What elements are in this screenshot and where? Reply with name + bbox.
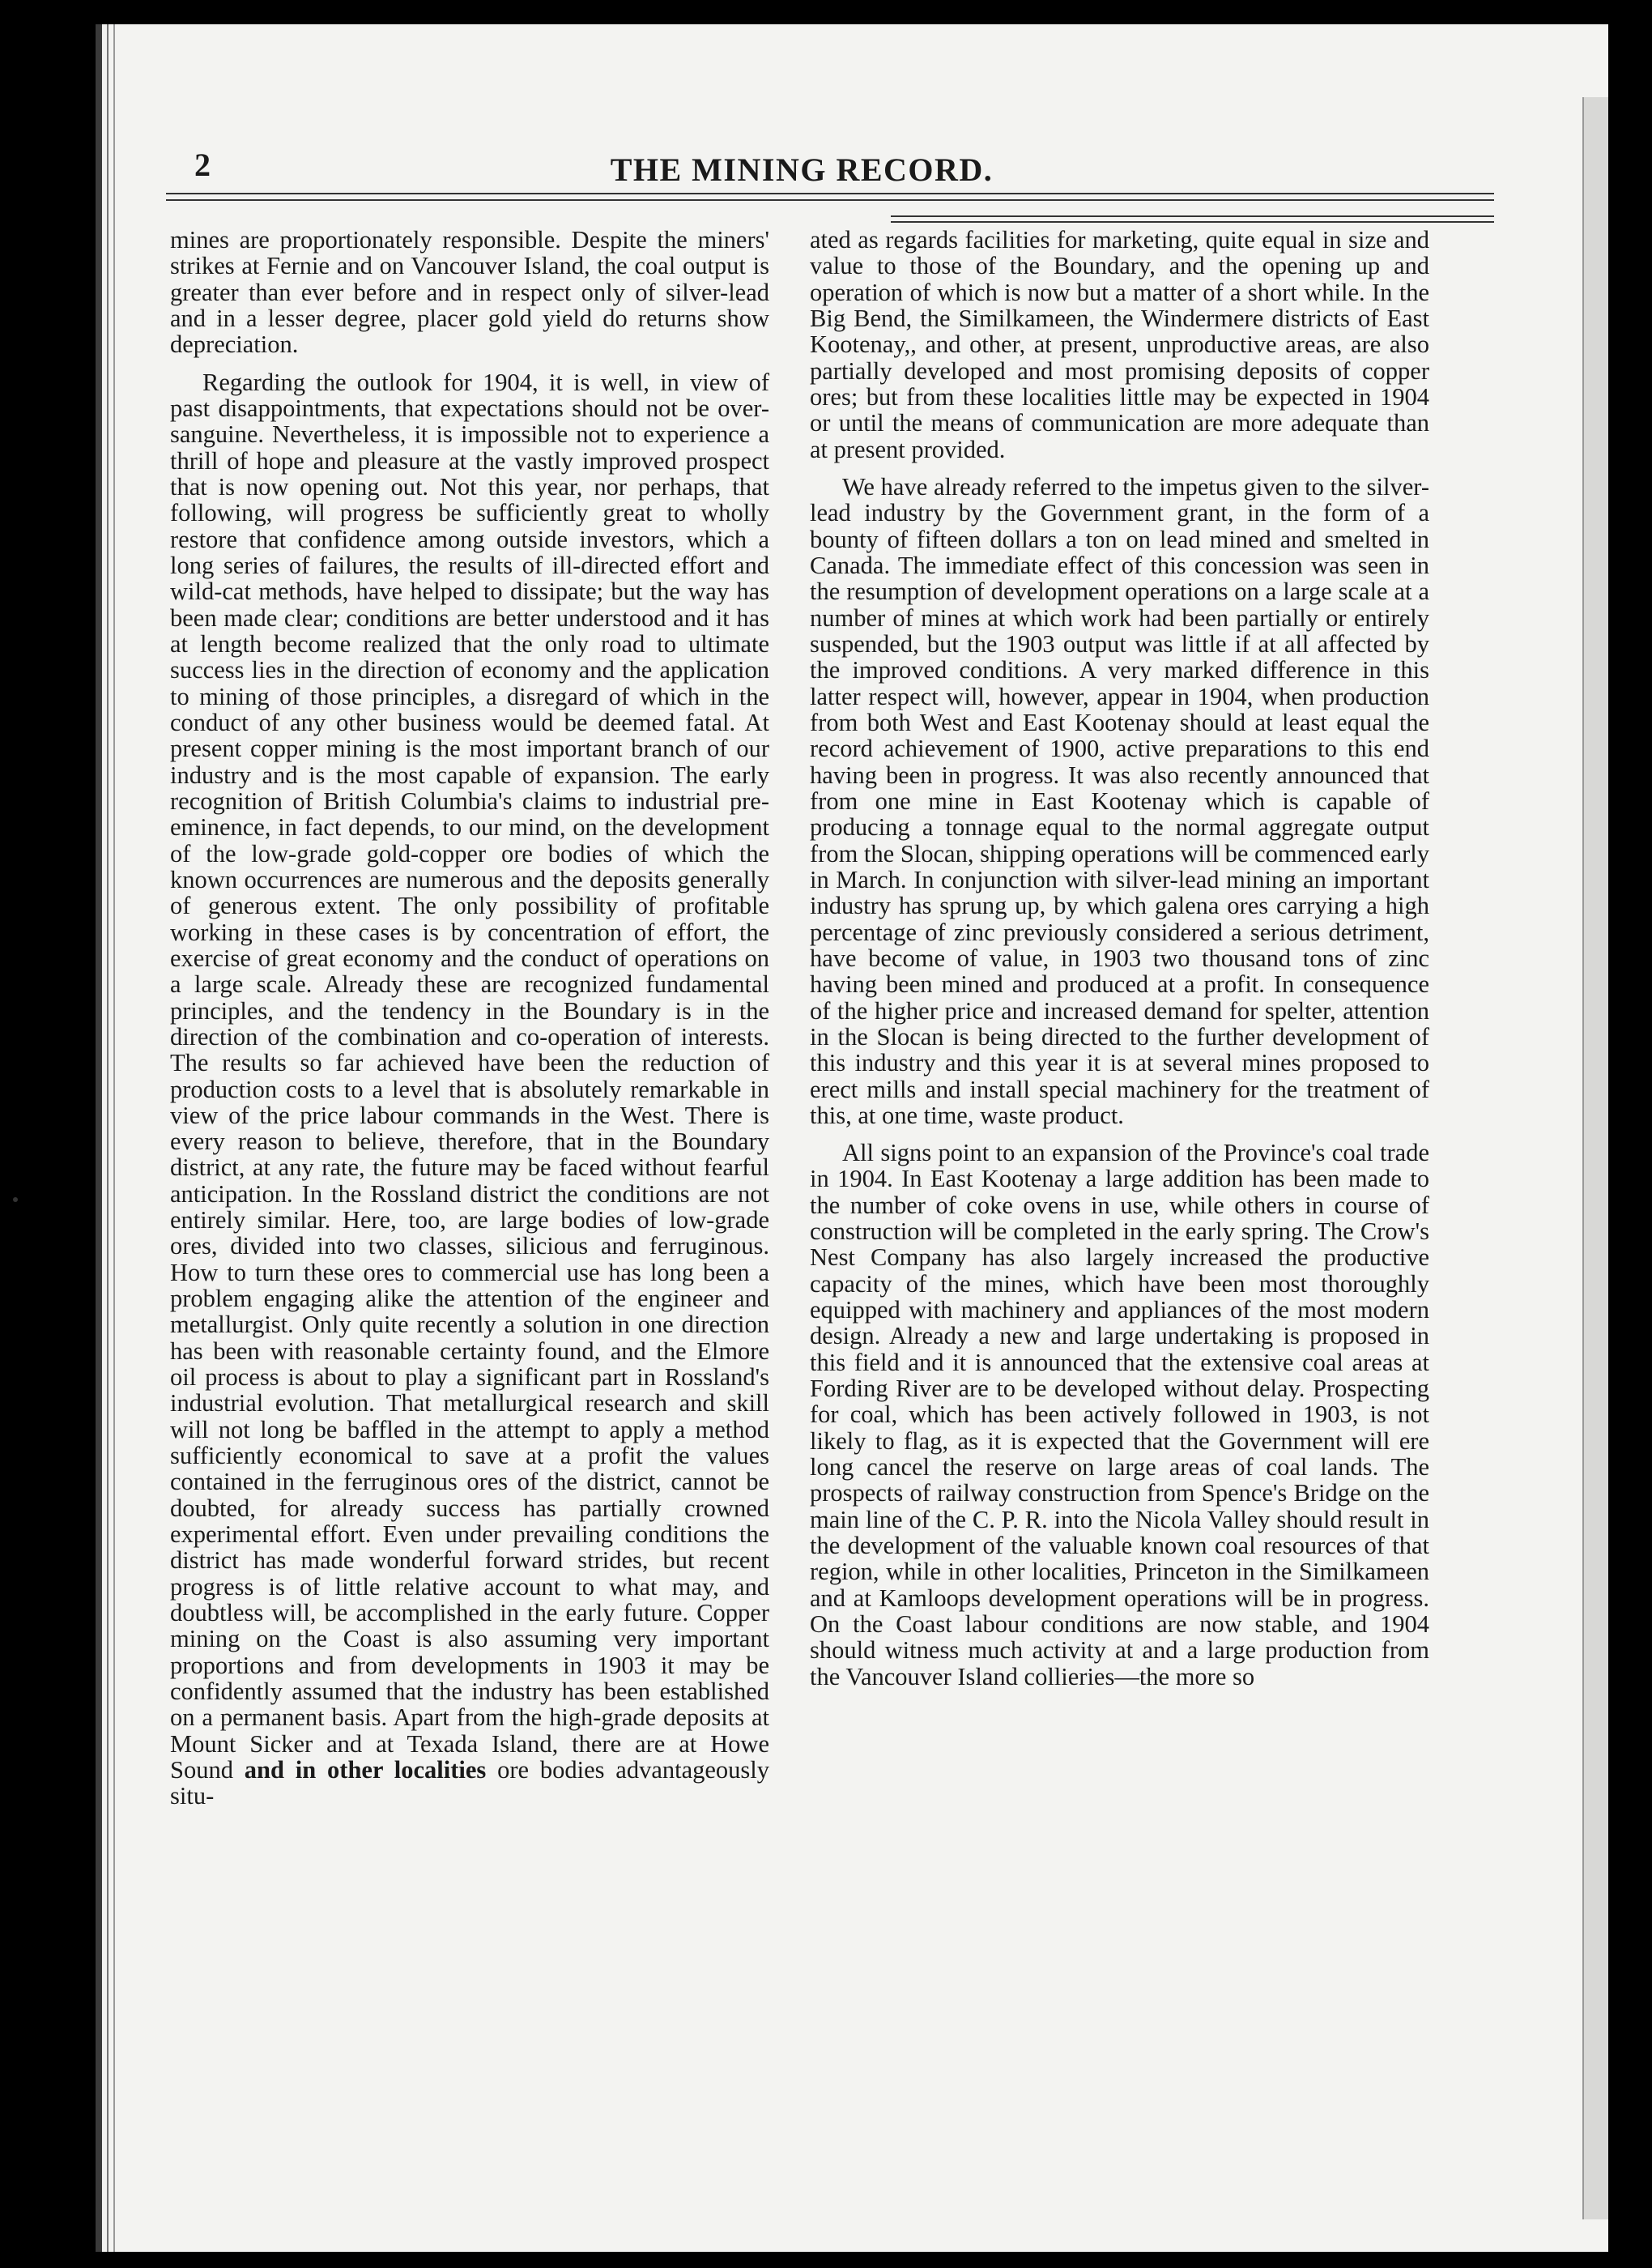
- page-title: THE MINING RECORD.: [610, 151, 994, 188]
- right-column: [810, 227, 1429, 1701]
- paragraph: We have already referred to the impetus given to the silver-lead industry by the Government grant, in the form of a bounty of fifteen dollars a ton on lead mined and smelted in Canada. The immediate effect of this concession was seen in the resumption of development operations on a large scale at a number of mines at which work had been partially or entirely suspended, but the 1903 output was little if at all affected by the improved conditions. A very marked difference in this latter respect will, however, appear in 1904, when production from both West and East Kootenay should at least equal the record achievement of 1900, active preparations to this end having been in progress. It was also recently announced that from one mine in East Kootenay which is capable of producing a tonnage equal to the normal aggregate output from the Slocan, shipping operations will be commenced early in March. In conjunction with silver-lead mining an important industry has sprung up, by which galena ores carrying a high percentage of zinc previously considered a serious detriment, have become of value, in 1903 two thousand tons of zinc having been mined and produced at a profit. In consequence of the higher price and increased demand for spelter, attention in the Slocan is being directed to the further development of this industry and this year it is at several mines proposed to erect mills and install special machinery for the treatment of this, at one time, waste product.: [810, 472, 1429, 1129]
- header-rule: [891, 215, 1494, 217]
- header-rule: [891, 221, 1494, 223]
- page-edge: [1582, 97, 1608, 2219]
- paragraph-bold-text: and in other localities: [244, 1756, 487, 1784]
- paragraph-text: Regarding the outlook for 1904, it is well, in view of past disappointments, that expectations should not be over-sanguine. Nevertheless, it is impossible not to experience a thrill of hope and pleasure at the vastly improved prospect that is now opening out. Not this year, nor perhaps, that following, will progress be sufficiently great to wholly restore that confidence among outside investors, which a long series of failures, the results of ill-directed effort and wild-cat methods, have helped to dissipate; but the way has been made clear; conditions are better understood and it has at length become realized that the only road to ultimate success lies in the direction of economy and the application to mining of those principles, a disregard of which in the conduct of any other business would be deemed fatal. At present copper mining is the most important branch of our industry and is the most capable of expansion. The early recognition of British Columbia's claims to industrial pre-eminence, in fact depends, to our mind, on the development of the low-grade gold-copper ore bodies of which the known occurrences are numerous and the deposits generally of generous extent. The only possibility of profitable working in these cases is by concentration of effort, the exercise of great economy and the conduct of operations on a large scale. Already these are recognized fundamental principles, and the tendency in the Boundary is in the direction of the combination and co-operation of interests. The results so far achieved have been the reduction of production costs to a level that is absolutely remarkable in view of the price labour commands in the West. There is every reason to believe, therefore, that in the Boundary district, at any rate, the future may be faced without fearful anticipation. In the Rossland district the conditions are not entirely similar. Here, too, are large bodies of low-grade ores, divided into two classes, silicious and ferruginous. How to turn these ores to commercial use has long been a problem engaging alike the attention of the engineer and metallurgist. Only quite recently a solution in one direction has been with reasonable certainty found, and the Elmore oil process is about to play a significant part in Rossland's industrial evolution. That metallurgical research and skill will not long be baffled in the attempt to apply a method sufficiently economical to save at a profit the values contained in the ferruginous ores of the district, cannot be doubted, for already success has partially crowned experimental effort. Even under prevailing conditions the district has made wonderful forward strides, but recent progress is of little relative account to what may, and doubtless will, be accomplished in the early future. Copper mining on the Coast is also assuming very important proportions and from developments in 1903 it may be confidently assumed that the industry has been established on a permanent basis. Apart from the high-grade deposits at Mount Sicker and at Texada Island, there are at Howe Sound: [170, 368, 769, 1784]
- paragraph: All signs point to an expansion of the Province's coal trade in 1904. In East Kootenay a large addition has been made to the number of coke ovens in use, while others in course of construction will be completed in the early spring. The Crow's Nest Company has also largely increased the productive capacity of the mines, which have been most thoroughly equipped with machinery and appliances of the most modern design. Already a new and large undertaking is proposed in this field and it is announced that the extensive coal areas at Fording River are to be developed without delay. Prospecting for coal, which has been actively followed in 1903, is not likely to flag, as it is expected that the Government will ere long cancel the reserve on large areas of coal lands. The prospects of railway construction from Spence's Bridge on the main line of the C. P. R. into the Nicola Valley should result in the development of the valuable known coal resources of that region, while in other localities, Princeton in the Similkameen and at Kamloops development operations will be in progress. On the Coast labour conditions are now stable, and 1904 should witness much activity at and a large production from the Vancouver Island collieries—the more so: [810, 1139, 1429, 1690]
- left-column: [170, 227, 769, 1821]
- scan-speck: [13, 1197, 18, 1202]
- running-header: [194, 146, 1409, 194]
- page-number: 2: [194, 147, 211, 183]
- paragraph: ated as regards facilities for marketing, quite equal in size and value to those of the Boundary, and the opening up and operation of which is now but a matter of a short while. In the Big Bend, the Similkameen, the Windermere districts of East Kootenay,, and other, at present, unproductive areas, are also partially developed and most promising deposits of copper ores; but from these localities little may be expected in 1904 or until the means of communication are more adequate than at present provided.: [810, 226, 1429, 463]
- paragraph: mines are proportionately responsible. Despite the miners' strikes at Fernie and on Vancouver Island, the coal output is greater than ever before and in respect only of silver-lead and in a lesser degree, placer gold yield do returns show depreciation.: [170, 226, 769, 359]
- paragraph: [170, 369, 769, 1810]
- header-rule: [166, 193, 1494, 194]
- paragraph-text: ore bodies advantageously situ-: [170, 1756, 770, 1810]
- header-rule: [166, 199, 1494, 201]
